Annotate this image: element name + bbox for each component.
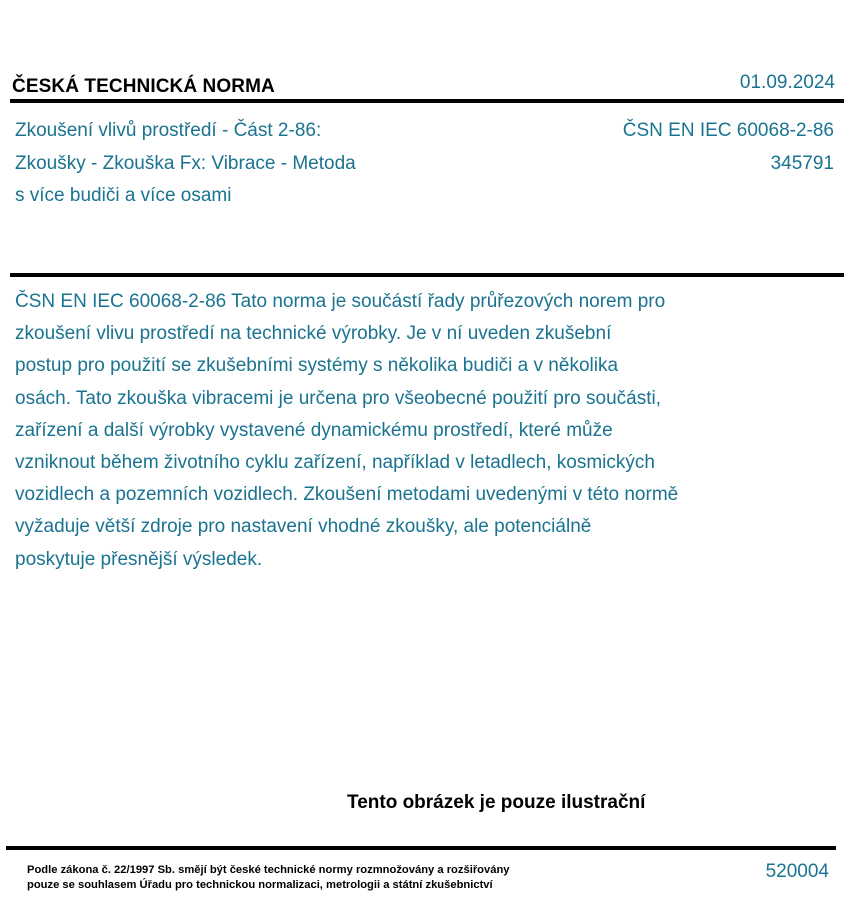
- subject-line: Zkoušky - Zkouška Fx: Vibrace - Metoda: [15, 152, 356, 174]
- section-divider: [10, 273, 844, 277]
- abstract-line: vozidlech a pozemních vozidlech. Zkoušení metodami uvedenými v této normě: [15, 484, 679, 506]
- legal-line: pouze se souhlasem Úřadu pro technickou normalizaci, metrologii a státní zkušebnictví: [27, 879, 493, 891]
- standard-identification: [623, 115, 834, 180]
- abstract-line: zkoušení vlivu prostředí na technické výrobky. Je v ní uveden zkušební: [15, 323, 612, 345]
- header-divider: [10, 99, 844, 103]
- abstract-text: [15, 286, 775, 576]
- footer-divider: [6, 846, 836, 850]
- standard-subject: [15, 115, 435, 213]
- document-date: 01.09.2024: [739, 72, 835, 93]
- abstract-line: postup pro použití se zkušebními systémy s několika budiči a v několika: [15, 355, 619, 377]
- document-header-title: ČESKÁ TECHNICKÁ NORMA: [12, 76, 275, 97]
- abstract-line: ČSN EN IEC 60068-2-86 Tato norma je součástí řady průřezových norem pro: [15, 291, 666, 312]
- catalog-number: 345791: [770, 152, 834, 174]
- abstract-line: vzniknout během životního cyklu zařízení, například v letadlech, kosmických: [15, 452, 655, 474]
- standard-designation: ČSN EN IEC 60068-2-86: [622, 120, 834, 141]
- legal-notice: [27, 863, 587, 893]
- subject-line: s více budiči a více osami: [15, 185, 232, 206]
- footer-code: 520004: [765, 861, 829, 882]
- abstract-line: vyžaduje větší zdroje pro nastavení vhodné zkoušky, ale potenciálně: [15, 516, 592, 538]
- illustration-note: Tento obrázek je pouze ilustrační: [347, 792, 646, 813]
- subject-line: Zkoušení vlivů prostředí - Část 2-86:: [15, 120, 322, 141]
- abstract-line: osách. Tato zkouška vibracemi je určena pro všeobecné použití pro součásti,: [15, 387, 661, 409]
- abstract-line: poskytuje přesnější výsledek.: [15, 548, 263, 570]
- legal-line: Podle zákona č. 22/1997 Sb. smějí být české technické normy rozmnožovány a rozšiřovány: [27, 864, 510, 876]
- abstract-line: zařízení a další výrobky vystavené dynamickému prostředí, které může: [15, 419, 613, 441]
